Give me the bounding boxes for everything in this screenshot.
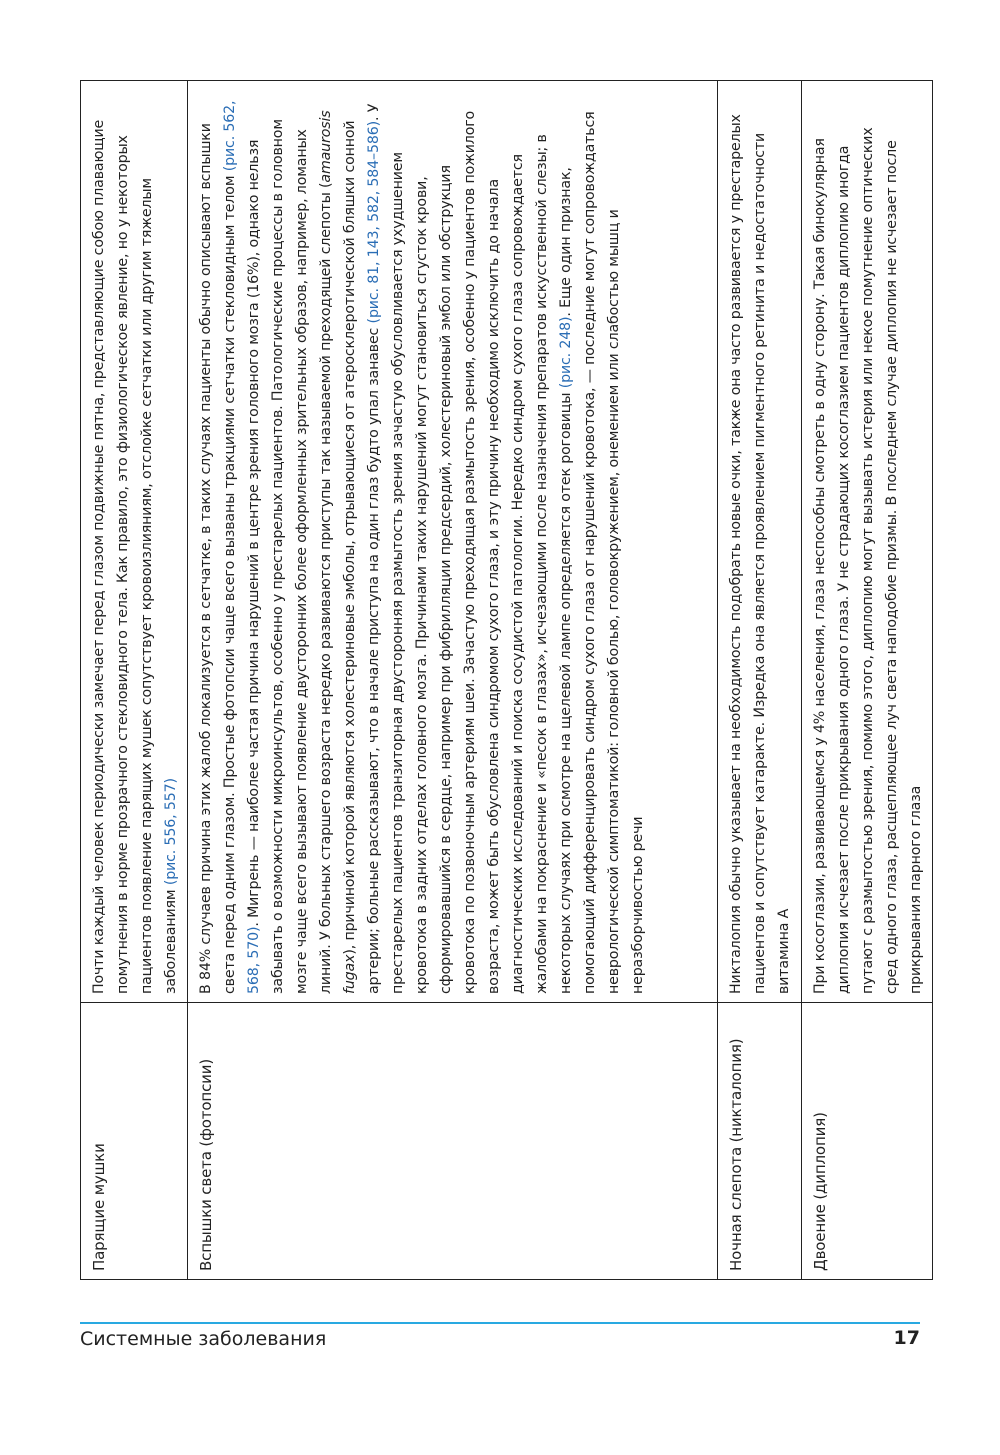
page-number: 17 — [893, 1327, 920, 1349]
description-text: . Мигрень — наиболее частая причина нарушений в центре зрения головного мозга (16%), однако нельзя забывать о возможности микроинсультов, особенно у престарелых пациентов. Патологические процессы в головном мозге чаще всего вызывают появление двусторонних более оформленных зрительных образов, например, ломаных линий. У больных старшего возраста нередко развиваются приступы так называемой преходящей слепоты ( — [246, 119, 334, 994]
description-cell: Никталопия обычно указывает на необходимость подобрать новые очки, также она часто развивается у престарелых пациентов и сопутствует катаракте. Изредка она является проявлением пигментного ретинита и недостаточности витамина А — [718, 81, 802, 1003]
footer-section-title: Системные заболевания — [80, 1328, 327, 1350]
table-row — [802, 81, 933, 1280]
rotated-table-container — [80, 80, 924, 1280]
term-cell: Ночная слепота (никталопия) — [718, 1003, 802, 1280]
description-text: Почти каждый человек периодически замечает перед глазом подвижные пятна, представляющие собою плавающие помутнения в норме прозрачного стекловидного тела. Как правило, это физиологическое явление, но у некоторых пациентов появление парящих мушек сопутствует кровоизлияниям, отслойке сетчатки или другим тяжелым заболеваниям — [91, 119, 179, 994]
table-row — [188, 81, 718, 1280]
latin-term: amaurosis fugax — [318, 110, 358, 994]
term-cell: Вспышки света (фотопсии) — [188, 1003, 718, 1280]
footer-rule — [80, 1322, 920, 1324]
description-cell: При косоглазии, развивающемся у 4% населения, глаза неспособны смотреть в одну сторону. Такая бинокулярная диплопия исчезает после прикрывания одного глаза. У не страдающих косоглазием пациентов диплопию иногда путают с размытостью зрения, помимо этого, диплопию могут вызывать истерия или некое помутнение оптических сред одного глаза, расщепляющее луч света наподобие призмы. В последнем случае диплопия не исчезает после прикрывания парного глаза — [802, 81, 933, 1003]
description-text: . У престарелых пациентов транзиторная двусторонняя размытость зрения зачастую обусловливается ухудшением кровотока в задних отделах головного мозга. Причинами таких нарушений могут становиться сгусток крови, сформировавшийся в сердце, например при фибрилляции предсердий, холестериновый эмбол или обструкция кровотока по позвоночным артериям шеи. Зачастую преходящая размытость зрения, особенно у пациентов пожилого возраста, может быть обусловлена синдромом сухого глаза, и эту причину необходимо исключить до начала диагностических исследований и поиска сосудистой патологии. Нередко синдром сухого глаза сопровождается жалобами на покраснение и «песок в глазах», исчезающими после назначения препаратов искусственной слезы; в некоторых случаях при осмотре на щелевой лампе определяется отек роговицы — [366, 103, 574, 994]
figure-reference-link[interactable]: (рис. 81, 143, 582, 584–586) — [366, 120, 382, 324]
description-text: ), причиной которой являются холестериновые эмболы, отрывающиеся от атеросклеротической бляшки сонной артерии; больные рассказывают, что в начале приступа на один глаз будто упал занавес — [342, 120, 382, 994]
term-cell: Двоение (диплопия) — [802, 1003, 933, 1280]
table-row — [718, 81, 802, 1280]
table-row — [81, 81, 188, 1280]
description-cell — [81, 81, 188, 1003]
description-cell — [188, 81, 718, 1003]
description-text: . Еще один признак, помогающий дифференцировать синдром сухого глаза от нарушений кровотока, — последние могут сопровождаться неврологической симптоматикой: головной болью, головокружением, онемением или слабостью мышц и неразборчивостью речи — [558, 111, 646, 994]
description-text: В 84% случаев причина этих жалоб локализуется в сетчатке, в таких случаях пациенты обычно описывают вспышки света перед одним глазом. Простые фотопсии чаще всего вызваны тракциями сетчатки стекловидным телом — [198, 123, 238, 994]
figure-reference-link[interactable]: (рис. 562, 568, 570) — [222, 100, 262, 994]
figure-reference-link[interactable]: (рис. 556, 557) — [163, 778, 179, 886]
figure-reference-link[interactable]: (рис. 248) — [558, 316, 574, 389]
symptoms-table — [80, 80, 933, 1280]
term-cell: Парящие мушки — [81, 1003, 188, 1280]
